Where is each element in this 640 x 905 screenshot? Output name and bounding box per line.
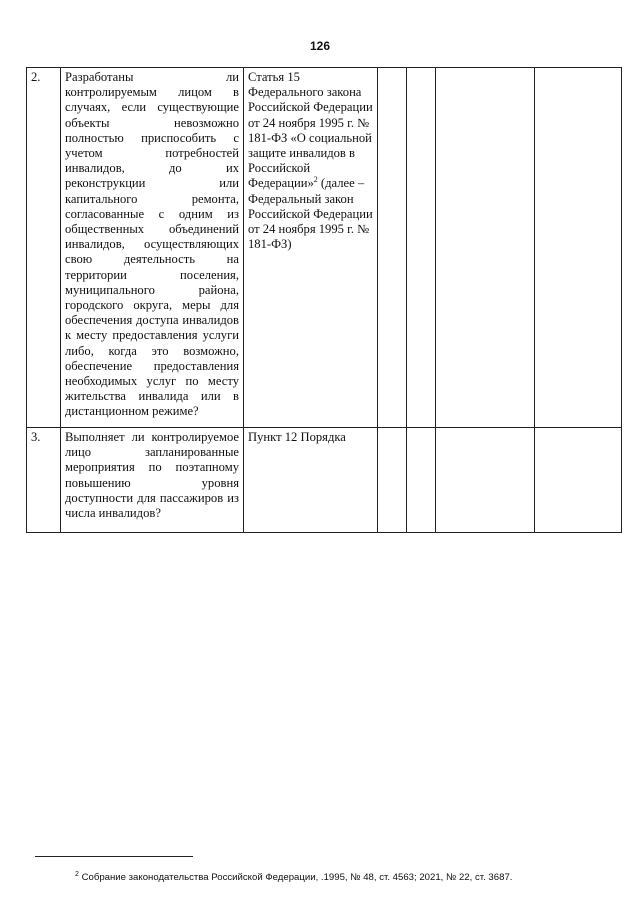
- table-row: [27, 68, 622, 428]
- answer-no-cell: [407, 428, 436, 533]
- row-number: 2.: [27, 68, 61, 428]
- legal-basis-text: Пункт 12 Порядка: [248, 430, 346, 444]
- legal-basis-continuation: (далее – Федеральный закон Российской Федерации от 24 ноября 1995 г. № 181-ФЗ): [248, 176, 373, 252]
- legal-basis: [244, 68, 378, 428]
- legal-basis-text: Статья 15 Федерального закона Российской Федерации от 24 ноября 1995 г. № 181-ФЗ «О социальной защите инвалидов в Российской Федерации»: [248, 70, 373, 191]
- row-number: 3.: [27, 428, 61, 533]
- footnote-marker: 2: [75, 870, 79, 878]
- footnote-reference: 2: [313, 175, 318, 185]
- footnote-divider: [35, 856, 193, 857]
- answer-yes-cell: [378, 428, 407, 533]
- question-text: Выполняет ли контролируемое лицо запланированные мероприятия по поэтапному повышению уровня доступности для пассажиров из числа инвалидов?: [61, 428, 244, 533]
- table-row: [27, 428, 622, 533]
- footnote: [75, 872, 615, 884]
- question-text: Разработаны ли контролируемым лицом в случаях, если существующие объекты невозможно полностью приспособить с учетом потребностей инвалидов, до их реконструкции или капитального ремонта, согласованные с одним из общественных объединений инвалидов, осуществляющих свою деятельность на территории поселения, муниципального района, городского округа, меры для обеспечения доступа инвалидов к месту предоставления услуги либо, когда это возможно, обеспечение предоставления необходимых услуг по месту жительства инвалида или в дистанционном режиме?: [61, 68, 244, 428]
- answer-no-cell: [407, 68, 436, 428]
- note-cell: [535, 68, 622, 428]
- not-applicable-cell: [436, 68, 535, 428]
- answer-yes-cell: [378, 68, 407, 428]
- footnote-text: Собрание законодательства Российской Федерации, .1995, № 48, ст. 4563; 2021, № 22, ст. 3687.: [78, 872, 513, 883]
- checklist-table: [26, 67, 622, 533]
- page-number: 126: [309, 39, 331, 53]
- not-applicable-cell: [436, 428, 535, 533]
- legal-basis: [244, 428, 378, 533]
- note-cell: [535, 428, 622, 533]
